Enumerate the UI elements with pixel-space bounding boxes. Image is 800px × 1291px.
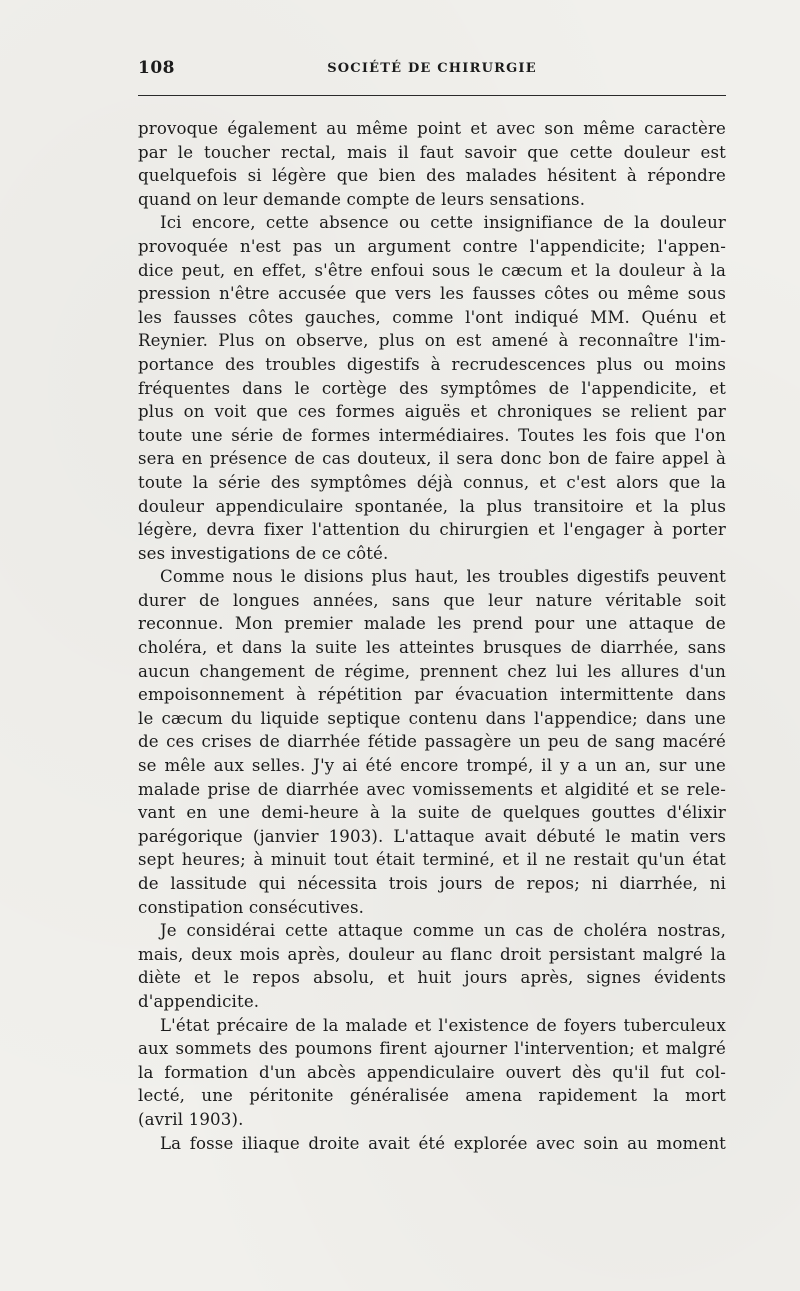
text-line: plus on voit que ces formes aiguës et chroniques se relient par	[138, 402, 726, 422]
text-line: (avril 1903).	[138, 1109, 244, 1129]
text-line: reconnue. Mon premier malade les prend pour une attaque de	[138, 614, 726, 634]
text-line: Je considérai cette attaque comme un cas de choléra nostras,	[160, 921, 726, 941]
text-line: se mêle aux selles. J'y ai été encore trompé, il y a un an, sur une	[138, 756, 726, 776]
text-line: quand on leur demande compte de leurs sensations.	[138, 189, 586, 209]
running-title: SOCIÉTÉ DE CHIRURGIE	[327, 61, 537, 76]
page-number: 108	[138, 58, 175, 78]
text-line: vant en une demi-heure à la suite de quelques gouttes d'élixir	[138, 803, 726, 823]
text-line: aucun changement de régime, prennent chez lui les allures d'un	[138, 661, 726, 681]
text-line: La fosse iliaque droite avait été explorée avec soin au moment	[160, 1133, 726, 1153]
text-line: sept heures; à minuit tout était terminé, et il ne restait qu'un état	[138, 850, 726, 870]
text-line: choléra, et dans la suite les atteintes brusques de diarrhée, sans	[138, 638, 726, 658]
text-line: toute la série des symptômes déjà connus, et c'est alors que la	[138, 472, 726, 492]
text-line: Comme nous le disions plus haut, les troubles digestifs peuvent	[160, 567, 726, 587]
text-line: constipation consécutives.	[138, 897, 365, 917]
text-line: la formation d'un abcès appendiculaire ouvert dès qu'il fut col-	[138, 1062, 726, 1082]
text-line: par le toucher rectal, mais il faut savoir que cette douleur est	[138, 142, 726, 162]
text-line: pression n'être accusée que vers les fausses côtes ou même sous	[138, 284, 726, 304]
text-line: mais, deux mois après, douleur au flanc droit persistant malgré la	[138, 944, 726, 964]
text-line: d'appendicite.	[138, 991, 260, 1011]
text-line: aux sommets des poumons firent ajourner l'intervention; et malgré	[138, 1039, 726, 1059]
text-line: légère, devra fixer l'attention du chirurgien et l'engager à porter	[138, 520, 726, 540]
body-text	[138, 117, 726, 1155]
text-line: de lassitude qui nécessita trois jours de repos; ni diarrhée, ni	[138, 874, 726, 893]
text-line: provoquée n'est pas un argument contre l'appendicite; l'appen-	[138, 236, 726, 256]
text-line: empoisonnement à répétition par évacuation intermittente dans	[138, 685, 726, 705]
text-line: provoque également au même point et avec son même caractère	[138, 119, 726, 138]
text-line: de ces crises de diarrhée fétide passagère un peu de sang macéré	[138, 732, 726, 752]
text-line: diète et le repos absolu, et huit jours après, signes évidents	[138, 968, 726, 988]
text-line: durer de longues années, sans que leur nature véritable soit	[138, 590, 726, 610]
text-line: Reynier. Plus on observe, plus on est amené à reconnaître l'im-	[138, 331, 726, 351]
text-line: les fausses côtes gauches, comme l'ont indiqué MM. Quénu et	[138, 307, 726, 327]
running-head	[138, 58, 726, 82]
text-line: fréquentes dans le cortège des symptômes de l'appendicite, et	[138, 378, 726, 398]
text-line: quelquefois si légère que bien des malades hésitent à répondre	[138, 166, 726, 186]
text-line: L'état précaire de la malade et l'existence de foyers tuberculeux	[160, 1015, 726, 1035]
text-line: Ici encore, cette absence ou cette insignifiance de la douleur	[160, 213, 726, 233]
text-line: sera en présence de cas douteux, il sera donc bon de faire appel à	[138, 449, 726, 469]
text-line: malade prise de diarrhée avec vomissements et algidité et se rele-	[138, 779, 726, 799]
text-line: toute une série de formes intermédiaires. Toutes les fois que l'on	[138, 425, 726, 445]
text-line: le cæcum du liquide septique contenu dans l'appendice; dans une	[138, 708, 726, 728]
text-line: dice peut, en effet, s'être enfoui sous le cæcum et la douleur à la	[138, 260, 726, 280]
text-line: ses investigations de ce côté.	[138, 543, 389, 563]
header-rule	[138, 95, 726, 96]
text-line: portance des troubles digestifs à recrudescences plus ou moins	[138, 354, 726, 374]
text-line: douleur appendiculaire spontanée, la plus transitoire et la plus	[138, 496, 726, 516]
text-line: lecté, une péritonite généralisée amena rapidement la mort	[138, 1086, 726, 1106]
text-line: parégorique (janvier 1903). L'attaque avait débuté le matin vers	[138, 826, 726, 846]
